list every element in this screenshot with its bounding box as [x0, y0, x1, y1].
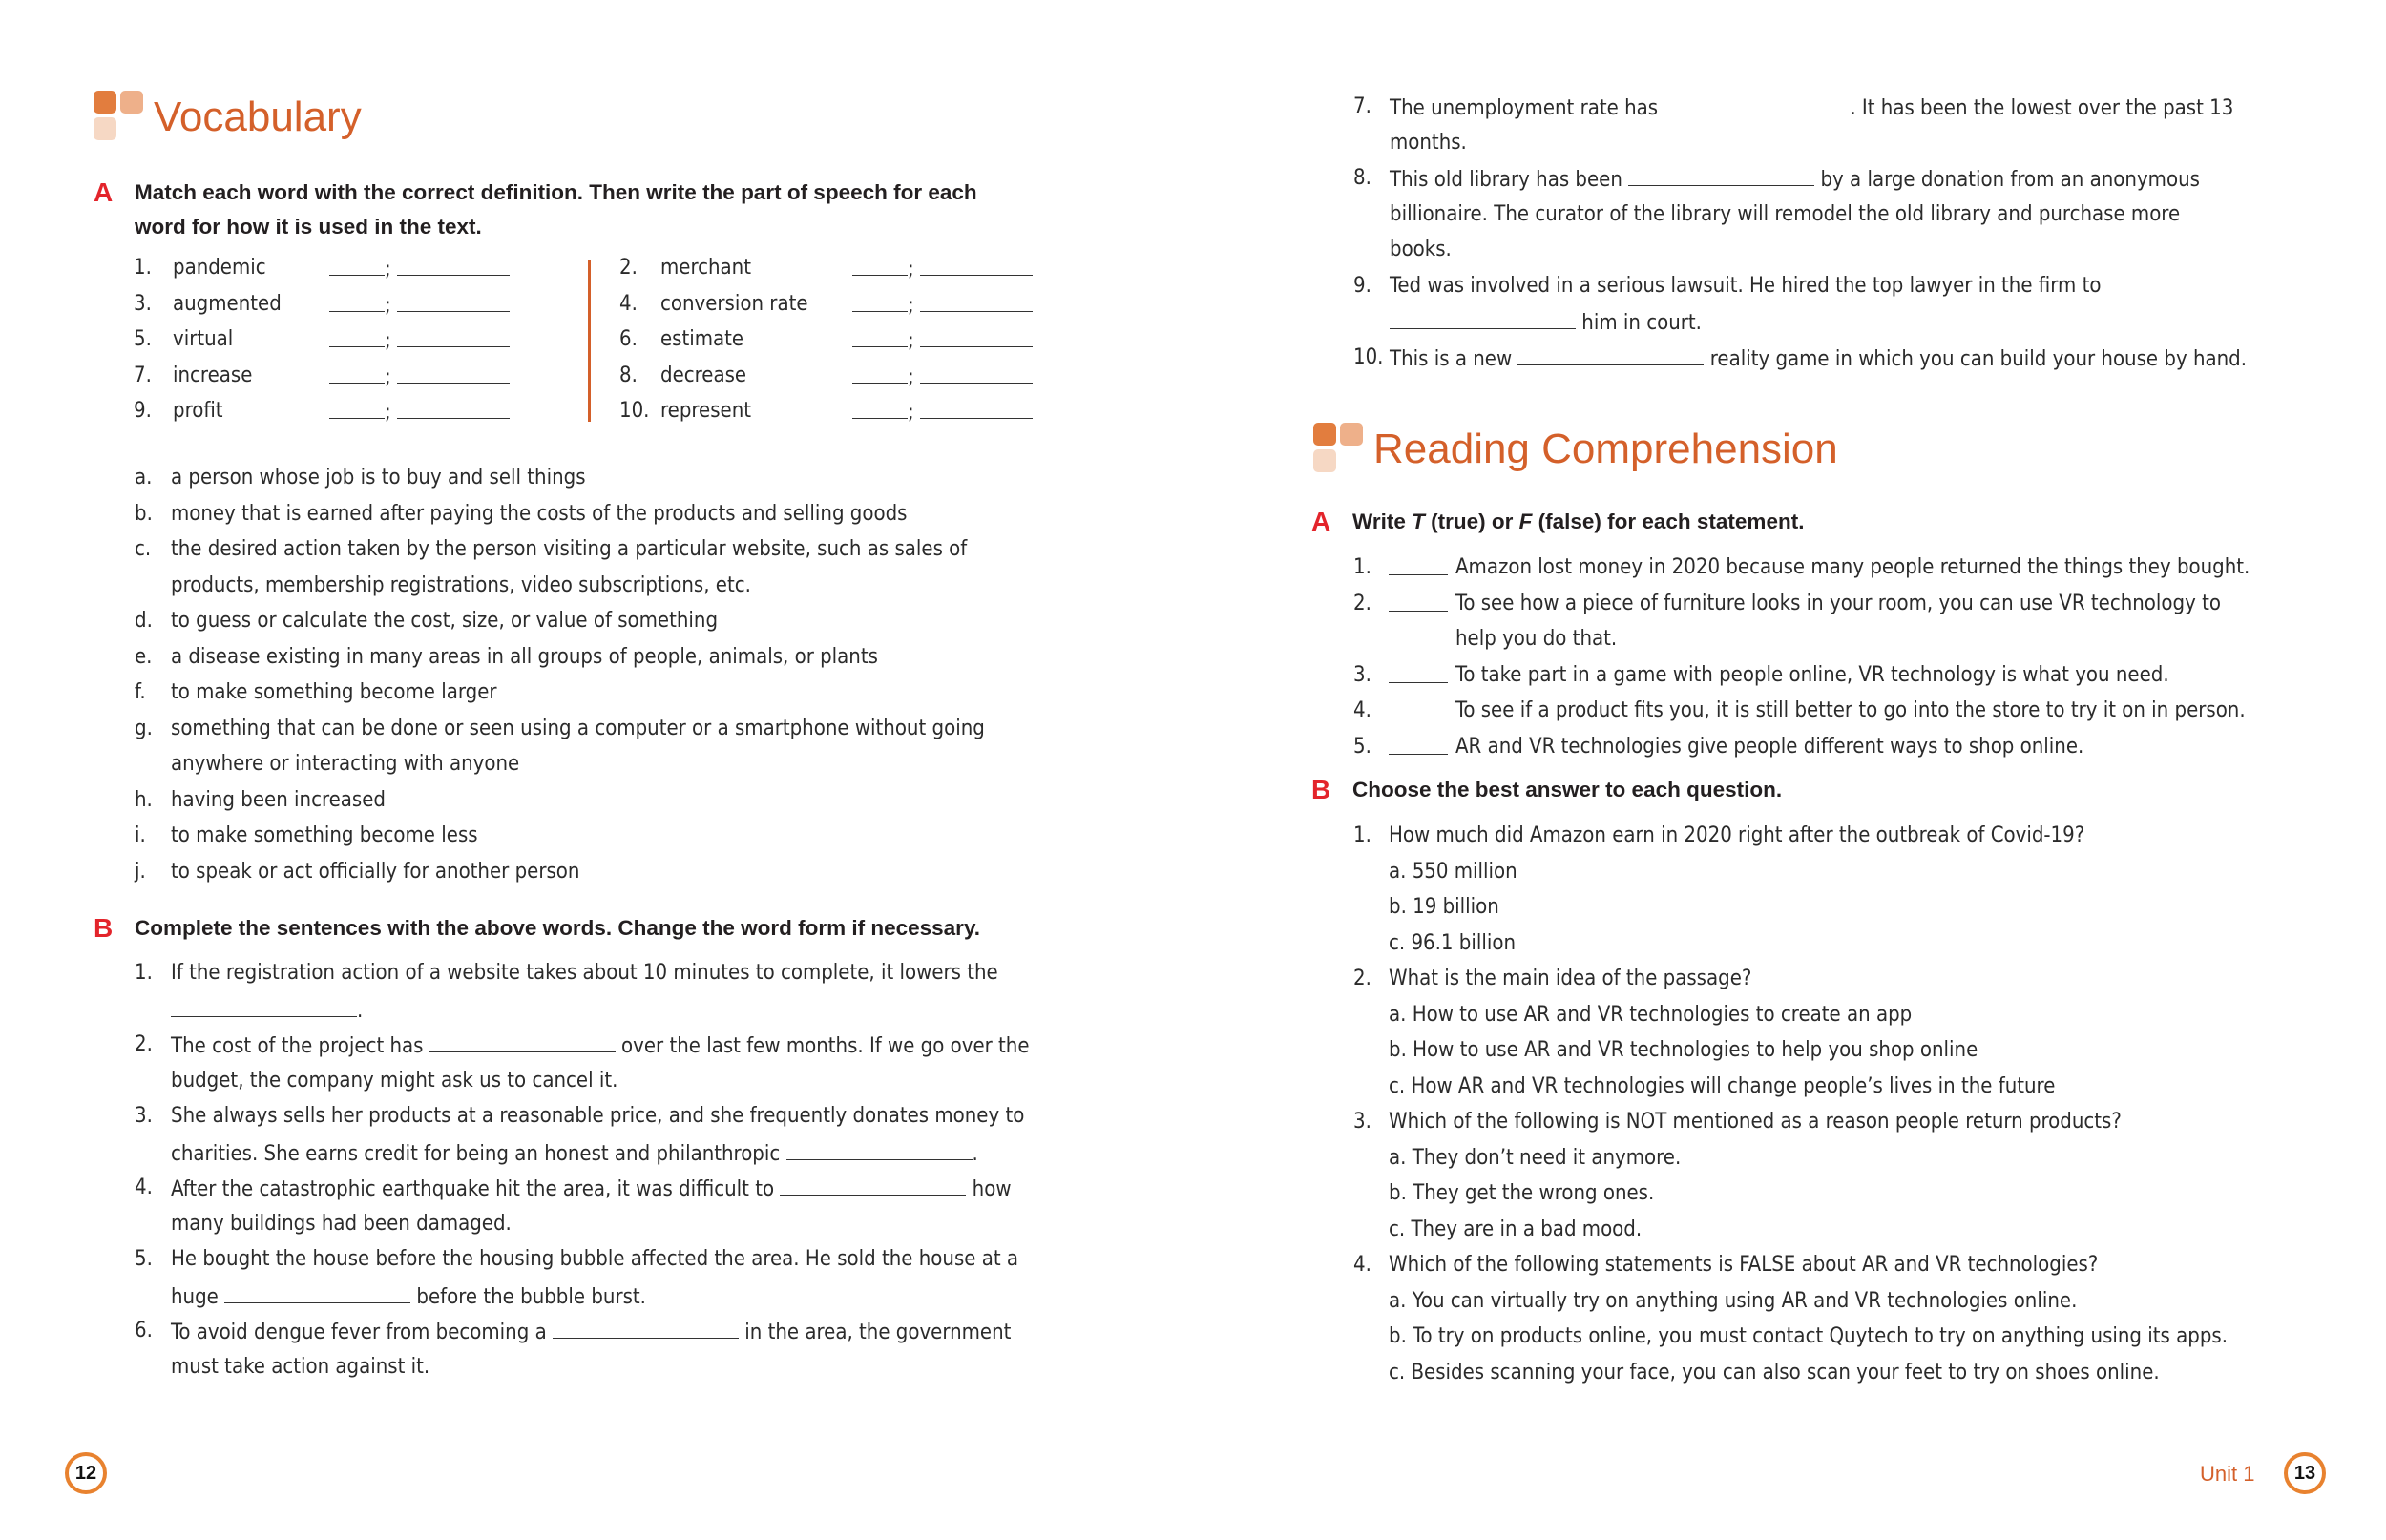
tf-answer [1389, 729, 1448, 767]
item-number: 7. [1353, 94, 1371, 118]
separator: ; [908, 258, 914, 281]
definition-text: to make something become less [171, 823, 478, 847]
vocab-word: decrease [660, 363, 747, 387]
definition-blank[interactable] [920, 322, 1033, 347]
sentence-line [171, 1098, 1024, 1134]
instruction [1352, 505, 1804, 539]
answer-blank[interactable] [1664, 89, 1850, 114]
part-of-speech-answer [852, 286, 1033, 324]
definition-letter: e. [135, 644, 153, 669]
part-of-speech-blank[interactable] [852, 286, 908, 312]
question-number: 1. [1353, 823, 1371, 847]
item-number: 5. [134, 327, 152, 351]
item-number: 5. [135, 1247, 153, 1271]
part-of-speech-blank[interactable] [852, 393, 908, 419]
sentence-line [1390, 303, 1702, 342]
part-of-speech-blank[interactable] [329, 286, 385, 312]
page-number-left: 12 [65, 1452, 107, 1494]
item-number: 8. [1353, 166, 1371, 190]
part-of-speech-blank[interactable] [852, 322, 908, 347]
vocab-word: estimate [660, 327, 744, 351]
item-number: 9. [134, 399, 152, 423]
sentence-text: To avoid dengue fever from becoming a [171, 1321, 553, 1344]
vocab-word: augmented [173, 291, 282, 316]
section-letter: B [1311, 775, 1331, 804]
definition-text: products, membership registrations, video subscriptions, etc. [171, 572, 751, 597]
instruction-t: T [1412, 510, 1425, 533]
sentence-text: . [357, 998, 364, 1023]
sentence-text: charities. She earns credit for being an honest and philanthropic [171, 1141, 786, 1166]
answer-option[interactable]: c. 96.1 billion [1389, 930, 1517, 955]
answer-option[interactable]: b. To try on products online, you must contact Quytech to try on anything using its apps. [1389, 1324, 2228, 1348]
sentence-text: reality game in which you can build your house by hand. [1704, 346, 2248, 371]
separator: ; [908, 364, 914, 389]
part-of-speech-answer [329, 358, 510, 396]
item-number: 4. [135, 1176, 153, 1199]
sentence-line [171, 1349, 429, 1385]
question-number: 4. [1353, 1253, 1371, 1277]
definition-text: something that can be done or seen using a computer or a smartphone without going [171, 716, 985, 740]
part-of-speech-blank[interactable] [329, 358, 385, 384]
instruction-text: (false) for each statement. [1532, 510, 1805, 533]
definition-text: to guess or calculate the cost, size, or value of something [171, 609, 719, 633]
instruction: Match each word with the correct definition. Then write the part of speech for each [135, 180, 977, 204]
section-title: Vocabulary [154, 94, 362, 140]
definition-letter: a. [135, 466, 153, 489]
answer-blank[interactable] [1390, 303, 1576, 329]
item-number: 2. [135, 1032, 153, 1056]
answer-option[interactable]: c. How AR and VR technologies will change people’s lives in the future [1389, 1073, 2056, 1098]
item-number: 6. [135, 1319, 153, 1342]
question-text: What is the main idea of the passage? [1389, 967, 1752, 990]
statement-text: To take part in a game with people online, VR technology is what you need. [1455, 662, 2169, 687]
definition-letter: d. [135, 609, 153, 633]
item-number: 8. [619, 363, 638, 387]
answer-option[interactable]: c. They are in a bad mood. [1389, 1217, 1643, 1241]
item-number: 9. [1353, 273, 1371, 298]
sentence-line [1390, 160, 2200, 198]
vocab-word: increase [173, 363, 253, 387]
sentence-text: If the registration action of a website takes about 10 minutes to complete, it lowers the [171, 961, 998, 985]
icon-square [94, 91, 116, 114]
item-number: 4. [619, 291, 638, 316]
answer-blank[interactable] [1628, 160, 1814, 186]
item-number: 5. [1353, 734, 1371, 759]
icon-square [1313, 423, 1336, 446]
item-number: 1. [1353, 555, 1371, 579]
tf-answer [1389, 693, 1448, 731]
item-number: 3. [1353, 662, 1371, 687]
sentence-line [171, 1027, 1030, 1065]
definition-blank[interactable] [397, 393, 510, 419]
part-of-speech-blank[interactable] [852, 250, 908, 276]
item-number: 2. [1353, 591, 1371, 615]
answer-blank[interactable] [224, 1278, 410, 1303]
definition-text: having been increased [171, 787, 386, 812]
icon-square [94, 117, 116, 140]
sentence-text: him in court. [1576, 311, 1702, 335]
part-of-speech-answer [852, 393, 1033, 431]
sentence-line [171, 1206, 512, 1242]
definition-blank[interactable] [920, 250, 1033, 276]
sentence-line [171, 1134, 978, 1173]
definition-letter: i. [135, 823, 146, 847]
sentence-text: by a large donation from an anonymous [1814, 168, 2200, 192]
sentence-line [171, 955, 998, 991]
definition-letter: j. [135, 859, 146, 884]
answer-option[interactable]: a. You can virtually try on anything using AR and VR technologies online. [1389, 1288, 2078, 1313]
answer-option[interactable]: b. How to use AR and VR technologies to help you shop online [1389, 1038, 1978, 1062]
sentence-line [171, 1313, 1011, 1351]
answer-blank[interactable] [553, 1313, 739, 1339]
section-title: Reading Comprehension [1373, 426, 1838, 472]
icon-square [1340, 423, 1363, 446]
icon-square [1313, 449, 1336, 472]
answer-option[interactable]: b. They get the wrong ones. [1389, 1181, 1655, 1205]
sentence-line [171, 1278, 646, 1316]
vocab-word: pandemic [173, 256, 266, 280]
sentence-text: This is a new [1390, 346, 1518, 371]
definition-letter: g. [135, 716, 153, 740]
vocab-word: profit [173, 399, 223, 423]
sentence-text: how [966, 1177, 1012, 1201]
sentence-text: books. [1390, 238, 1452, 261]
definition-text: to speak or act officially for another person [171, 859, 580, 884]
separator: ; [908, 401, 914, 425]
tf-blank[interactable] [1389, 550, 1448, 575]
instruction: word for how it is used in the text. [135, 215, 482, 239]
definition-blank[interactable] [397, 286, 510, 312]
instruction-text: (true) or [1424, 510, 1519, 533]
definition-text: anywhere or interacting with anyone [171, 752, 520, 776]
icon-square [120, 91, 143, 114]
definition-text: money that is earned after paying the costs of the products and selling goods [171, 501, 908, 526]
item-number: 1. [135, 961, 153, 985]
definition-blank[interactable] [397, 322, 510, 347]
sentence-text: She always sells her products at a reasonable price, and she frequently donates money to [171, 1104, 1025, 1128]
item-number: 1. [134, 256, 152, 280]
part-of-speech-answer [329, 322, 510, 360]
part-of-speech-answer [852, 358, 1033, 396]
sentence-text: months. [1390, 130, 1467, 155]
part-of-speech-answer [852, 250, 1033, 288]
answer-blank[interactable] [429, 1027, 616, 1052]
vocab-word: virtual [173, 327, 234, 351]
sentence-text: billionaire. The curator of the library will remodel the old library and purchase more [1390, 201, 2181, 226]
definition-blank[interactable] [397, 358, 510, 384]
answer-option[interactable]: a. 550 million [1389, 859, 1517, 884]
item-number: 3. [134, 291, 152, 316]
question-number: 3. [1353, 1110, 1371, 1134]
answer-blank[interactable] [171, 991, 357, 1017]
item-number: 6. [619, 327, 638, 351]
definition-letter: h. [135, 787, 153, 812]
statement-text: help you do that. [1455, 627, 1618, 651]
section-letter: A [1311, 507, 1331, 536]
tf-answer [1389, 657, 1448, 696]
sentence-line [171, 1063, 617, 1099]
definition-text: the desired action taken by the person visiting a particular website, such as sales of [171, 537, 968, 561]
sentence-line [1390, 125, 1467, 161]
definition-letter: c. [135, 537, 152, 561]
part-of-speech-answer [329, 250, 510, 288]
part-of-speech-answer [852, 322, 1033, 360]
separator: ; [908, 329, 914, 353]
part-of-speech-blank[interactable] [852, 358, 908, 384]
separator: ; [385, 364, 391, 389]
answer-option[interactable]: a. How to use AR and VR technologies to create an app [1389, 1002, 1913, 1027]
instruction-f: F [1518, 510, 1533, 533]
page-number-right: 13 [2284, 1452, 2326, 1494]
answer-blank[interactable] [780, 1170, 966, 1196]
sentence-text: The cost of the project has [171, 1034, 429, 1058]
sentence-text: After the catastrophic earthquake hit the area, it was difficult to [171, 1177, 781, 1201]
sentence-line [1390, 340, 2247, 378]
definition-text: a disease existing in many areas in all groups of people, animals, or plants [171, 644, 878, 669]
vocab-word: merchant [660, 256, 751, 280]
definition-letter: f. [135, 680, 146, 704]
item-number: 3. [135, 1104, 153, 1128]
question-text: How much did Amazon earn in 2020 right after the outbreak of Covid-19? [1389, 823, 2085, 847]
sentence-line [1390, 268, 2101, 304]
sentence-line [171, 1170, 1012, 1208]
item-number: 10. [1353, 344, 1384, 369]
answer-option[interactable]: a. They don’t need it anymore. [1389, 1145, 1682, 1170]
sentence-text: over the last few months. If we go over the [615, 1034, 1030, 1058]
section-letter: B [94, 913, 114, 943]
separator: ; [385, 401, 391, 425]
item-number: 7. [134, 363, 152, 387]
part-of-speech-answer [329, 393, 510, 431]
sentence-text: budget, the company might ask us to cancel it. [171, 1068, 618, 1093]
sentence-text: Ted was involved in a serious lawsuit. He hired the top lawyer in the firm to [1390, 273, 2102, 298]
statement-text: AR and VR technologies give people different ways to shop online. [1455, 734, 2084, 759]
part-of-speech-answer [329, 286, 510, 324]
statement-text: To see how a piece of furniture looks in your room, you can use VR technology to [1455, 591, 2221, 615]
sentence-text: must take action against it. [171, 1354, 430, 1379]
separator: ; [385, 329, 391, 353]
definition-letter: b. [135, 501, 153, 526]
column-divider [588, 260, 591, 422]
vocab-word: conversion rate [660, 291, 808, 316]
part-of-speech-blank[interactable] [329, 393, 385, 419]
tf-answer [1389, 586, 1448, 624]
sentence-text: huge [171, 1284, 225, 1309]
definition-blank[interactable] [397, 250, 510, 276]
sentence-line [1390, 197, 2180, 233]
section-letter: A [94, 177, 114, 207]
sentence-text: . [972, 1141, 978, 1166]
item-number: 2. [619, 256, 638, 280]
part-of-speech-blank[interactable] [329, 322, 385, 347]
question-text: Which of the following is NOT mentioned as a reason people return products? [1389, 1110, 2122, 1134]
definition-blank[interactable] [920, 393, 1033, 419]
part-of-speech-blank[interactable] [329, 250, 385, 276]
sentence-text: . It has been the lowest over the past 13 [1850, 96, 2234, 120]
sentence-line [171, 1241, 1018, 1278]
tf-blank[interactable] [1389, 657, 1448, 683]
instruction: Complete the sentences with the above words. Change the word form if necessary. [135, 916, 981, 940]
definition-text: a person whose job is to buy and sell things [171, 466, 586, 489]
sentence-text: many buildings had been damaged. [171, 1211, 512, 1236]
answer-blank[interactable] [786, 1134, 973, 1160]
question-number: 2. [1353, 967, 1371, 990]
sentence-text: This old library has been [1390, 168, 1629, 192]
item-number: 10. [619, 399, 650, 423]
vocab-word: represent [660, 399, 752, 423]
sentence-text: before the bubble burst. [410, 1284, 646, 1309]
item-number: 4. [1353, 698, 1371, 722]
sentence-line [1390, 89, 2233, 127]
separator: ; [385, 293, 391, 318]
answer-option[interactable]: c. Besides scanning your face, you can also scan your feet to try on shoes online. [1389, 1360, 2160, 1384]
statement-text: To see if a product fits you, it is still better to go into the store to try it on in person. [1455, 698, 2246, 722]
instruction-text: Write [1352, 510, 1413, 533]
separator: ; [385, 258, 391, 281]
sentence-text: The unemployment rate has [1390, 96, 1664, 120]
answer-blank[interactable] [1517, 340, 1704, 365]
unit-label: Unit 1 [2200, 1462, 2255, 1486]
sentence-text: in the area, the government [738, 1321, 1012, 1344]
definition-blank[interactable] [920, 286, 1033, 312]
instruction: Choose the best answer to each question. [1352, 778, 1783, 801]
question-text: Which of the following statements is FALSE about AR and VR technologies? [1389, 1253, 2099, 1277]
separator: ; [908, 293, 914, 318]
answer-option[interactable]: b. 19 billion [1389, 895, 1499, 919]
statement-text: Amazon lost money in 2020 because many people returned the things they bought. [1455, 555, 2250, 579]
tf-blank[interactable] [1389, 586, 1448, 612]
sentence-text: He bought the house before the housing bubble affected the area. He sold the house at a [171, 1247, 1019, 1271]
tf-answer [1389, 550, 1448, 588]
tf-blank[interactable] [1389, 729, 1448, 755]
definition-blank[interactable] [920, 358, 1033, 384]
sentence-line [171, 991, 363, 1030]
definition-text: to make something become larger [171, 680, 497, 704]
tf-blank[interactable] [1389, 693, 1448, 718]
